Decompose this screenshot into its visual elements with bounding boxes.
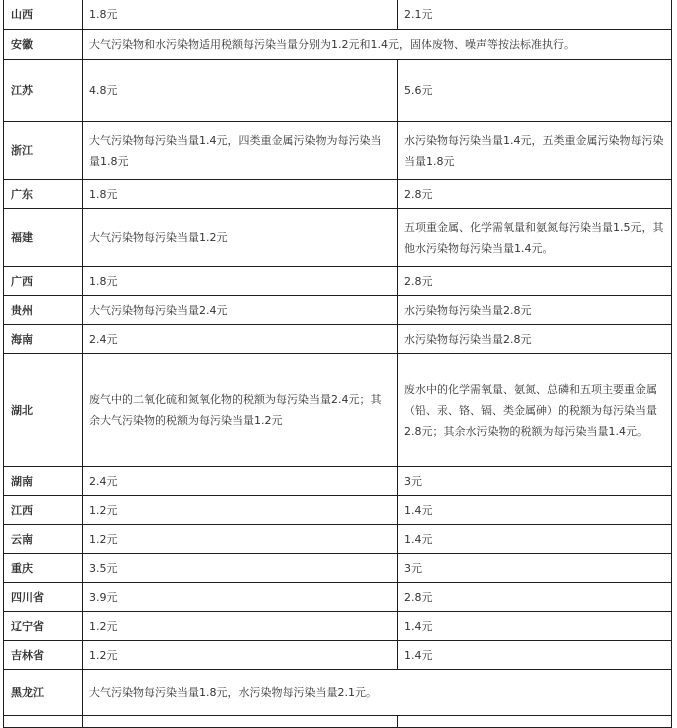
air-rate-cell: 3.9元 (83, 583, 398, 612)
water-rate-cell: 水污染物每污染当量2.8元 (398, 296, 672, 325)
water-rate-cell: 水污染物每污染当量1.4元，五类重金属污染物每污染当量1.8元 (398, 122, 672, 180)
air-rate-cell: 2.4元 (83, 325, 398, 354)
water-rate-cell: 2.1元 (398, 0, 672, 30)
province-cell: 广东 (4, 180, 83, 209)
air-rate-cell: 大气污染物每污染当量1.4元，四类重金属污染物为每污染当量1.8元 (83, 122, 398, 180)
table-row (4, 496, 672, 525)
province-cell: 云南 (4, 525, 83, 554)
water-rate-cell: 五项重金属、化学需氧量和氨氮每污染当量1.5元，其他水污染物每污染当量1.4元。 (398, 209, 672, 267)
table-row (4, 122, 672, 180)
table-row (4, 296, 672, 325)
air-rate-cell: 1.8元 (83, 267, 398, 296)
air-rate-cell: 大气污染物每污染当量1.2元 (83, 209, 398, 267)
air-rate-cell: 3.5元 (83, 554, 398, 583)
table-row (4, 209, 672, 267)
province-cell: 吉林省 (4, 641, 83, 670)
table-row (4, 60, 672, 122)
air-rate-cell: 1.2元 (83, 612, 398, 641)
empty-cell (83, 716, 398, 728)
table-row (4, 670, 672, 716)
province-cell: 福建 (4, 209, 83, 267)
province-cell: 湖南 (4, 467, 83, 496)
air-rate-cell: 大气污染物每污染当量2.4元 (83, 296, 398, 325)
table-row (4, 0, 672, 30)
table-row (4, 354, 672, 467)
province-cell: 海南 (4, 325, 83, 354)
air-rate-cell: 1.2元 (83, 525, 398, 554)
water-rate-cell: 1.4元 (398, 525, 672, 554)
province-cell: 山西 (4, 0, 83, 30)
water-rate-cell: 2.8元 (398, 267, 672, 296)
water-rate-cell: 1.4元 (398, 496, 672, 525)
air-rate-cell: 1.2元 (83, 641, 398, 670)
table-row (4, 525, 672, 554)
table-row (4, 554, 672, 583)
province-cell: 广西 (4, 267, 83, 296)
air-rate-cell: 1.8元 (83, 0, 398, 30)
table-row (4, 267, 672, 296)
table-row (4, 467, 672, 496)
water-rate-cell: 1.4元 (398, 612, 672, 641)
province-cell: 江西 (4, 496, 83, 525)
province-cell: 四川省 (4, 583, 83, 612)
air-rate-cell: 废气中的二氧化硫和氮氧化物的税额为每污染当量2.4元；其余大气污染物的税额为每污染当量1.2元 (83, 354, 398, 467)
water-rate-cell: 1.4元 (398, 641, 672, 670)
air-rate-cell: 1.8元 (83, 180, 398, 209)
tax-rate-table (3, 0, 672, 728)
province-cell: 黑龙江 (4, 670, 83, 716)
water-rate-cell: 2.8元 (398, 583, 672, 612)
water-rate-cell: 水污染物每污染当量2.8元 (398, 325, 672, 354)
province-cell: 重庆 (4, 554, 83, 583)
air-rate-cell: 2.4元 (83, 467, 398, 496)
province-cell: 湖北 (4, 354, 83, 467)
table-row (4, 612, 672, 641)
water-rate-cell: 2.8元 (398, 180, 672, 209)
table-row (4, 583, 672, 612)
empty-cell (4, 716, 83, 728)
water-rate-cell: 废水中的化学需氧量、氨氮、总磷和五项主要重金属（铅、汞、铬、镉、类金属砷）的税额为每污染当量2.8元；其余水污染物的税额为每污染当量1.4元。 (398, 354, 672, 467)
water-rate-cell: 5.6元 (398, 60, 672, 122)
air-rate-cell: 4.8元 (83, 60, 398, 122)
table-row (4, 30, 672, 60)
table-row (4, 716, 672, 728)
water-rate-cell: 3元 (398, 554, 672, 583)
air-rate-cell: 1.2元 (83, 496, 398, 525)
province-cell: 贵州 (4, 296, 83, 325)
province-cell: 辽宁省 (4, 612, 83, 641)
table-row (4, 180, 672, 209)
empty-cell (398, 716, 672, 728)
merged-rate-cell: 大气污染物和水污染物适用税额每污染当量分别为1.2元和1.4元，固体废物、噪声等按法标准执行。 (83, 30, 672, 60)
province-cell: 浙江 (4, 122, 83, 180)
merged-rate-cell: 大气污染物每污染当量1.8元，水污染物每污染当量2.1元。 (83, 670, 672, 716)
province-cell: 江苏 (4, 60, 83, 122)
table-row (4, 325, 672, 354)
table-row (4, 641, 672, 670)
province-cell: 安徽 (4, 30, 83, 60)
water-rate-cell: 3元 (398, 467, 672, 496)
